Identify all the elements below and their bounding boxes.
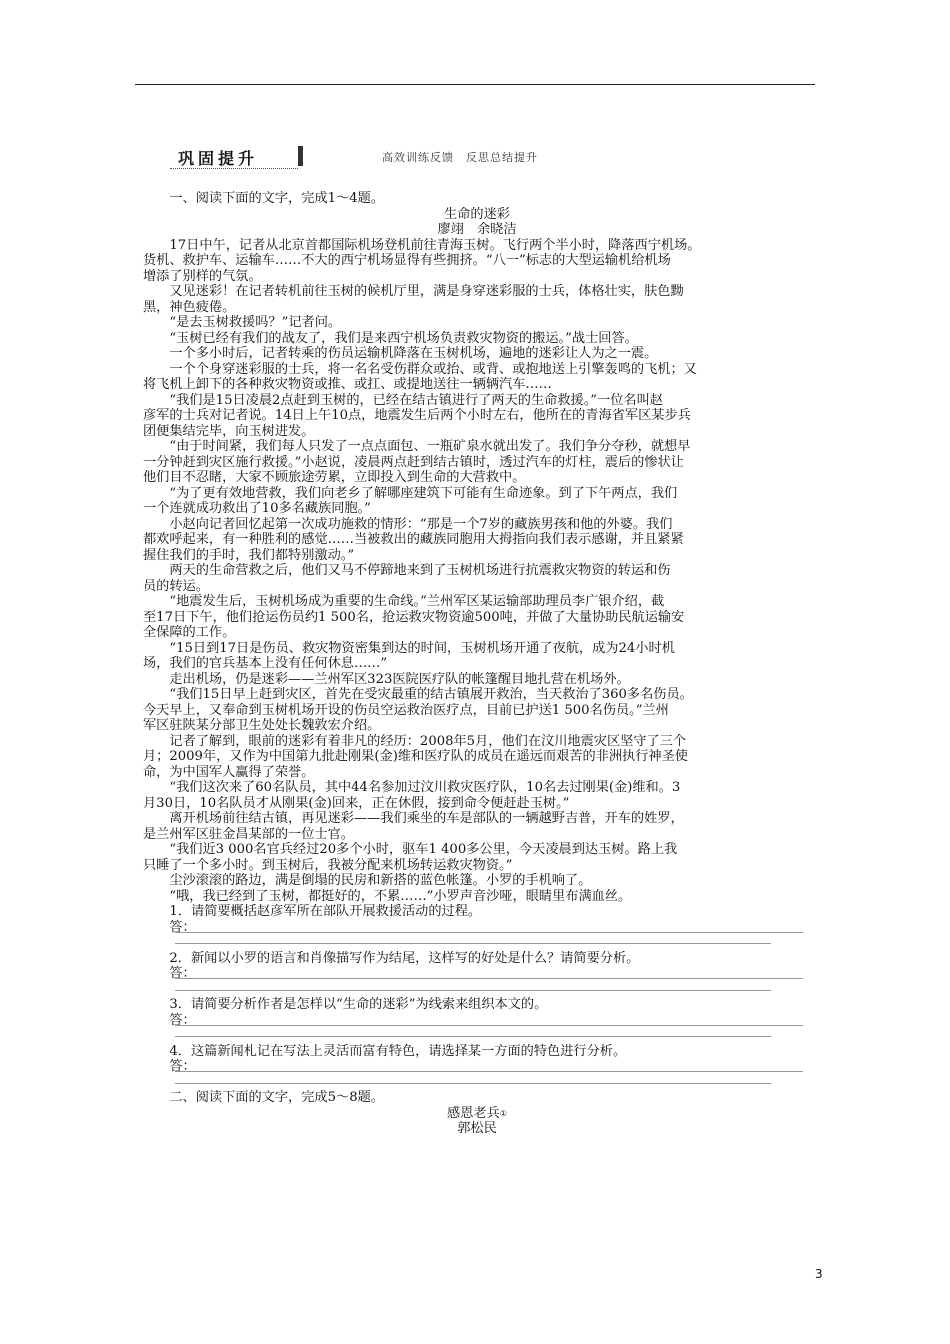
- answer-label: 答：: [169, 919, 196, 935]
- section2-title-line: [143, 1106, 811, 1122]
- footnote-mark: ①: [499, 1108, 507, 1118]
- article-line: “我们15日早上赶到灾区，首先在受灾最重的结古镇展开救治，当天救治了360多名伤员。: [143, 687, 693, 702]
- article-line: 两天的生命营救之后，他们又马不停蹄地来到了玉树机场进行抗震救灾物资的转运和伤: [143, 563, 671, 578]
- answer-line-2[interactable]: [143, 966, 811, 982]
- answer-blank-1[interactable]: [143, 935, 811, 951]
- banner-subtitle: 高效训练反馈 反思总结提升: [382, 151, 538, 164]
- article-line: “我们是15日凌晨2点赶到玉树的，已经在结古镇进行了两天的生命救援。”一位名叫赵: [143, 392, 663, 408]
- question-3: 3．请简要分析作者是怎样以“生命的迷彩”为线索来组织本文的。: [143, 997, 548, 1012]
- article-line: 又见迷彩！在记者转机前往玉树的候机厅里，满是身穿迷彩服的士兵，体格壮实，肤色黝: [143, 284, 684, 299]
- answer-line-1[interactable]: [143, 920, 811, 936]
- article-line: 至17日下午，他们抢运伤员约1 500名，抢运救灾物资逾500吨，并做了大量协助民航运输安: [143, 609, 685, 625]
- answer-blank-4[interactable]: [143, 1075, 811, 1091]
- article-line: 尘沙滚滚的路边，满是倒塌的民房和新搭的蓝色帐篷。小罗的手机响了。: [143, 873, 592, 888]
- article-line: “我们这次来了60名队员，其中44名参加过汶川救灾医疗队，10名去过刚果(金)维和。3: [143, 780, 681, 795]
- article-line: 都欢呼起来，有一种胜利的感觉……当被救出的藏族同胞用大拇指向我们表示感谢，并且紧紧: [143, 532, 684, 547]
- document-body: [143, 191, 811, 1137]
- article-line: “15日到17日是伤员、救灾物资密集到达的时间，玉树机场开通了夜航，成为24小时机: [143, 640, 675, 656]
- article-title: 生命的迷彩: [444, 206, 510, 222]
- article-line: 是兰州军区驻金昌某部的一位士官。: [143, 826, 354, 842]
- question-4: 4．这篇新闻札记在写法上灵活而富有特色，请选择某一方面的特色进行分析。: [143, 1043, 627, 1059]
- question-2: 2．新闻以小罗的语言和肖像描写作为结尾，这样写的好处是什么？请简要分析。: [143, 950, 640, 966]
- article-line: “是去玉树救援吗？”记者问。: [143, 315, 342, 330]
- article-text: [143, 238, 811, 905]
- article-line: 军区驻陕某分部卫生处处长魏敦宏介绍。: [143, 718, 381, 733]
- top-rule: [135, 84, 815, 85]
- section-banner: [170, 146, 640, 170]
- article-authors: 廖翊 余晓洁: [437, 222, 517, 237]
- article-line: 他们目不忍睹，大家不顾旅途劳累，立即投入到生命的大营救中。: [143, 470, 526, 485]
- article-line: 一个连就成功救出了10多名藏族同胞。”: [143, 501, 371, 516]
- banner-dotted-rule: [170, 168, 298, 169]
- banner-title: 巩固提升: [178, 149, 259, 168]
- article-line: 小赵向记者回忆起第一次成功施救的情形：“那是一个7岁的藏族男孩和他的外婆。我们: [143, 516, 673, 532]
- article-line: “由于时间紧，我们每人只发了一点点面包、一瓶矿泉水就出发了。我们争分夺秒，就想早: [143, 439, 691, 454]
- article-line: 记者了解到，眼前的迷彩有着非凡的经历：2008年5月，他们在汶川地震灾区坚守了三个: [143, 733, 687, 749]
- answer-blank-3[interactable]: [143, 1028, 811, 1044]
- article-line: 离开机场前往结古镇，再见迷彩——我们乘坐的车是部队的一辆越野吉普，开车的姓罗，: [143, 811, 684, 826]
- article-line: “地震发生后，玉树机场成为重要的生命线。”兰州军区某运输部助理员李广银介绍，截: [143, 594, 665, 609]
- article-line: 团便集结完毕，向玉树进发。: [143, 423, 315, 439]
- article-line: 握住我们的手时，我们都特别激动。”: [143, 547, 355, 563]
- article-line: 走出机场，仍是迷彩——兰州军区323医院医疗队的帐篷醒目地扎营在机场外。: [143, 671, 630, 687]
- page-number: 3: [815, 1267, 823, 1281]
- article-line: 一分钟赶到灾区施行救援。”小赵说，凌晨两点赶到结古镇时，透过汽车的灯柱，震后的惨状让: [143, 454, 684, 470]
- answer-label: 答：: [169, 1059, 196, 1074]
- article-line: 彦军的士兵对记者说。14日上午10点，地震发生后两个小时左右，他所在的青海省军区某步兵: [143, 408, 691, 423]
- section1-intro: [143, 191, 811, 207]
- article-line: 将飞机上卸下的各种救灾物资或推、或扛、或提地送往一辆辆汽车……: [143, 377, 552, 392]
- article-line: 一个多小时后，记者转乘的伤员运输机降落在玉树机场，遍地的迷彩让人为之一震。: [143, 346, 658, 361]
- article-line: 黑，神色疲倦。: [143, 299, 236, 315]
- article-line: 场，我们的官兵基本上没有任何休息……”: [143, 656, 388, 671]
- section2-author: 郭松民: [457, 1121, 497, 1136]
- answer-line-4[interactable]: [143, 1059, 811, 1075]
- answer-blank-2[interactable]: [143, 982, 811, 998]
- article-line: “哦，我已经到了玉树，都挺好的，不累……”小罗声音沙哑，眼睛里布满血丝。: [143, 888, 632, 904]
- banner-bar: [298, 146, 303, 166]
- article-line: 今天早上，又奉命到玉树机场开设的伤员空运救治医疗点，目前已护送1 500名伤员。”兰州: [143, 702, 669, 718]
- answer-line-3[interactable]: [143, 1013, 811, 1029]
- article-line: 货机、救护车、运输车……不大的西宁机场显得有些拥挤。“八一”标志的大型运输机给机场: [143, 253, 671, 268]
- article-line: 增添了别样的气氛。: [143, 268, 262, 284]
- question-1: 1．请简要概括赵彦军所在部队开展救援活动的过程。: [143, 904, 482, 919]
- article-line: 月；2009年，又作为中国第九批赴刚果(金)维和医疗队的成员在遥远而艰苦的非洲执行神圣使: [143, 749, 688, 764]
- article-line: 员的转运。: [143, 578, 209, 594]
- article-line: “玉树已经有我们的战友了，我们是来西宁机场负责救灾物资的搬运。”战士回答。: [143, 330, 638, 346]
- article-line: 只睡了一个多小时。到玉树后，我被分配来机场转运救灾物资。”: [143, 857, 513, 873]
- article-line: 17日中午，记者从北京首都国际机场登机前往青海玉树。飞行两个半小时，降落西宁机场。: [143, 237, 701, 253]
- answer-label: 答：: [169, 1012, 196, 1028]
- article-line: 全保障的工作。: [143, 625, 236, 640]
- article-line: “我们近3 000名官兵经过20多个小时，驱车1 400多公里，今天凌晨到达玉树。路上我: [143, 842, 678, 857]
- article-line: 月30日，10名队员才从刚果(金)回来，正在休假，接到命令便赶赴玉树。”: [143, 795, 570, 811]
- answer-label: 答：: [169, 966, 196, 981]
- article-line: “为了更有效地营救，我们向老乡了解哪座建筑下可能有生命迹象。到了下午两点，我们: [143, 485, 678, 501]
- section2-intro: 二、阅读下面的文字，完成5～8题。: [143, 1090, 384, 1105]
- section2-title: 感恩老兵: [447, 1105, 500, 1121]
- article-line: 命，为中国军人赢得了荣誉。: [143, 764, 315, 780]
- section1-intro-text: 一、阅读下面的文字，完成1～4题。: [169, 191, 384, 206]
- article-line: 一个个身穿迷彩服的士兵，将一名名受伤群众或抬、或背、或抱地送上引擎轰鸣的飞机；又: [143, 361, 697, 377]
